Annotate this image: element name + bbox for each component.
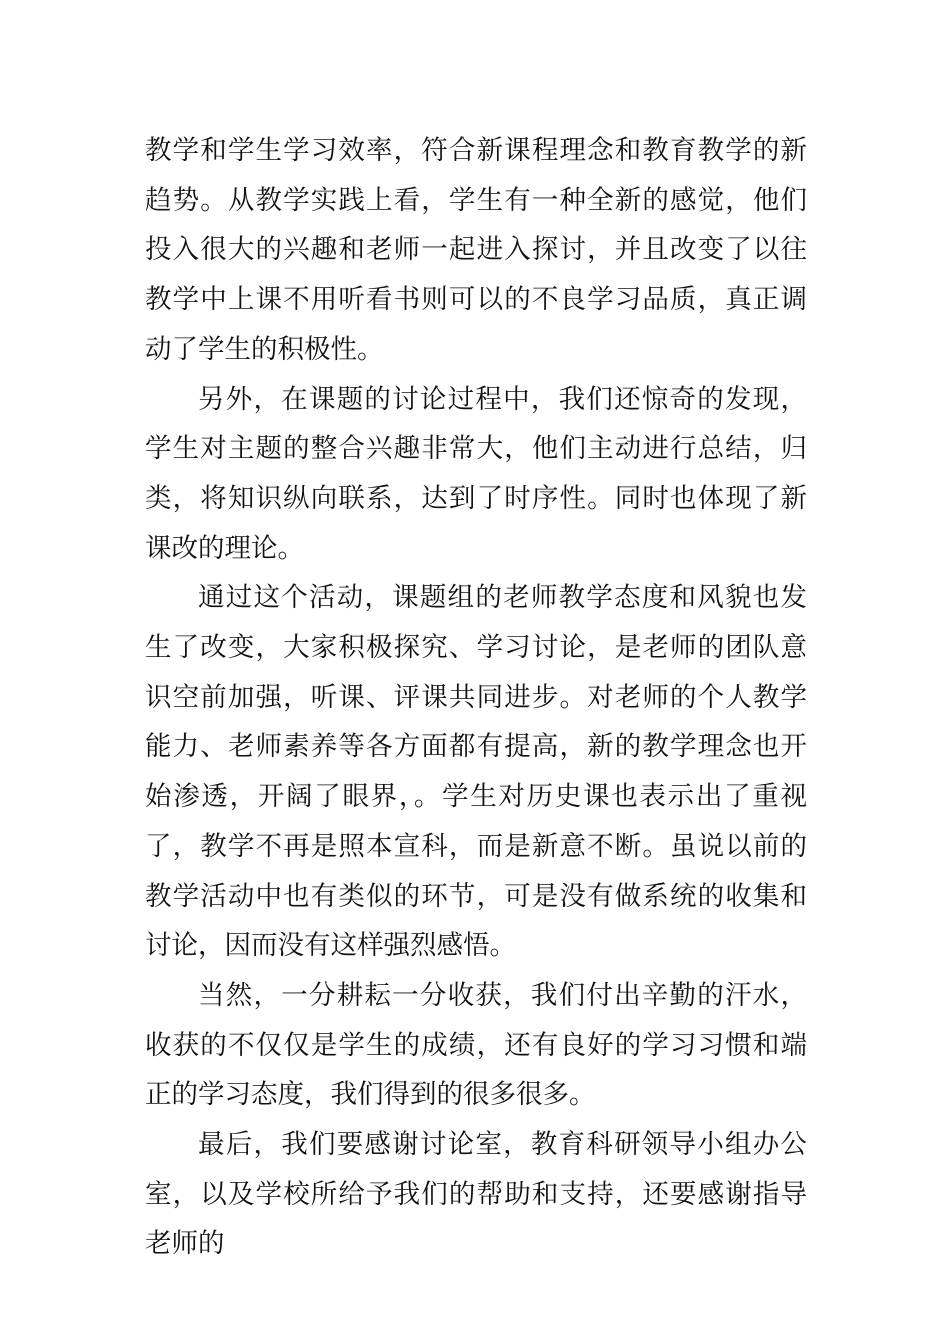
paragraph-5: 最后，我们要感谢讨论室，教育科研领导小组办公室，以及学校所给予我们的帮助和支持，还要感谢指导老师的 — [145, 1129, 807, 1260]
paragraph-4: 当然，一分耕耘一分收获，我们付出辛勤的汗水，收获的不仅仅是学生的成绩，还有良好的学习习惯和端正的学习态度，我们得到的很多很多。 — [145, 979, 807, 1111]
body-text — [145, 126, 807, 1269]
paragraph-2: 另外，在课题的讨论过程中，我们还惊奇的发现，学生对主题的整合兴趣非常大，他们主动进行总结，归类，将知识纵向联系，达到了时序性。同时也体现了新课改的理论。 — [145, 383, 807, 564]
paragraph-1: 教学和学生学习效率，符合新课程理念和教育教学的新趋势。从教学实践上看，学生有一种全新的感觉，他们投入很大的兴趣和老师一起进入探讨，并且改变了以往教学中上课不用听看书则可以的不良学习品质，真正调动了学生的积极性。 — [145, 135, 807, 365]
paragraph-3: 通过这个活动，课题组的老师教学态度和风貌也发生了改变，大家积极探究、学习讨论，是老师的团队意识空前加强，听课、评课共同进步。对老师的个人教学能力、老师素养等各方面都有提高，新的教学理念也开始渗透，开阔了眼界，。学生对历史课也表示出了重视了，教学不再是照本宣科，而是新意不断。虽说以前的教学活动中也有类似的环节，可是没有做系统的收集和讨论，因而没有这样强烈感悟。 — [145, 582, 807, 962]
